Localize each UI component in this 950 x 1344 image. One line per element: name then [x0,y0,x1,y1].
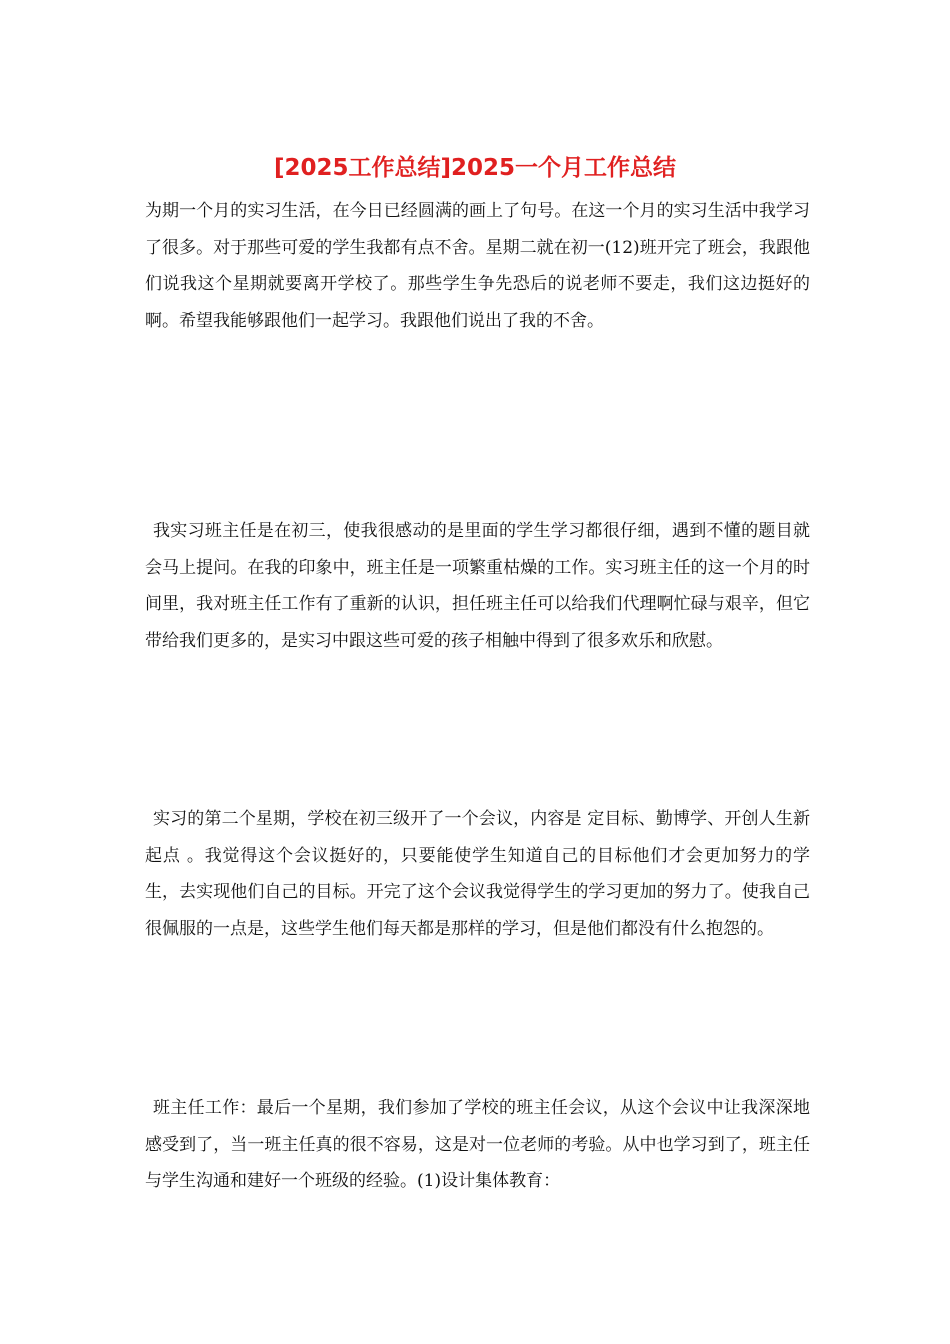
document-title: [2025工作总结]2025一个月工作总结 [273,155,677,181]
paragraph-4: 班主任工作：最后一个星期，我们参加了学校的班主任会议，从这个会议中让我深深地感受到了，当一班主任真的很不容易，这是对一位老师的考验。从中也学习到了，班主任与学生沟通和建好一个班级的经验。(1)设计集体教育： [145,1098,810,1191]
paragraph-1: 为期一个月的实习生活，在今日已经圆满的画上了句号。在这一个月的实习生活中我学习了很多。对于那些可爱的学生我都有点不舍。星期二就在初一(12)班开完了班会，我跟他们说我这个星期就要离开学校了。那些学生争先恐后的说老师不要走，我们这边挺好的啊。希望我能够跟他们一起学习。我跟他们说出了我的不舍。 [145,201,810,331]
paragraph-2: 我实习班主任是在初三，使我很感动的是里面的学生学习都很仔细，遇到不懂的题目就会马上提问。在我的印象中，班主任是一项繁重枯燥的工作。实习班主任的这一个月的时间里，我对班主任工作有了重新的认识，担任班主任可以给我们代理啊忙碌与艰辛，但它带给我们更多的，是实习中跟这些可爱的孩子相触中得到了很多欢乐和欣慰。 [145,521,810,651]
paragraph-3: 实习的第二个星期，学校在初三级开了一个会议，内容是 定目标、勤博学、开创人生新起点 。我觉得这个会议挺好的，只要能使学生知道自己的目标他们才会更加努力的学生，去实现他们自己的目标。开完了这个会议我觉得学生的学习更加的努力了。使我自己很佩服的一点是，这些学生他们每天都是那样的学习，但是他们都没有什么抱怨的。 [145,809,810,939]
